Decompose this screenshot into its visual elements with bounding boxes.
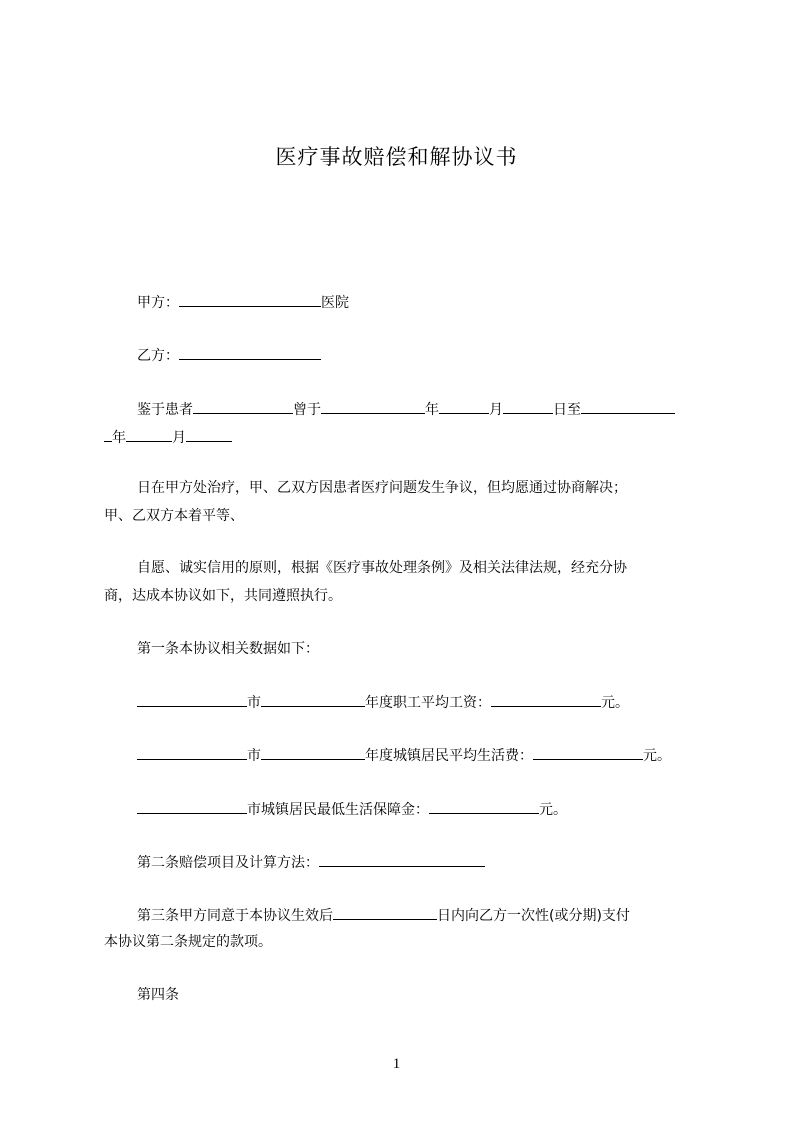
para3-line1: 自愿、诚实信用的原则，根据《医疗事故处理条例》及相关法律法规，经充分协 <box>137 560 627 576</box>
para1-line1 <box>137 399 675 419</box>
party-b-blank <box>179 345 321 360</box>
row-text: 年度职工平均工资： <box>365 695 491 711</box>
article2-label: 第二条赔偿项目及计算方法： <box>137 855 319 871</box>
para2-line1: 日在甲方处治疗，甲、乙双方因患者医疗问题发生争议，但均愿通过协商解决； <box>137 480 627 496</box>
end-month-blank <box>126 427 172 442</box>
article3-line2: 本协议第二条规定的款项。 <box>104 934 272 950</box>
party-a-label: 甲方： <box>137 295 179 311</box>
row-text: 市城镇居民最低生活保障金： <box>247 802 429 818</box>
article3-text: 第三条甲方同意于本协议生效后 <box>137 908 333 924</box>
article3-text: 日内向乙方一次性(或分期)支付 <box>437 908 630 924</box>
method-blank <box>319 852 485 867</box>
party-b-line <box>137 345 321 365</box>
year-blank-cont <box>104 427 112 442</box>
para1-text: 曾于 <box>293 402 321 418</box>
year-blank <box>261 692 365 707</box>
para1-text: 月 <box>172 430 186 446</box>
para1-text: 年 <box>112 430 126 446</box>
article1-row1 <box>137 692 629 712</box>
patient-name-blank <box>193 399 293 414</box>
document-title: 医疗事故赔偿和解协议书 <box>275 145 518 169</box>
year-blank <box>321 399 425 414</box>
article1-row2 <box>137 745 671 765</box>
article2-line <box>137 852 485 872</box>
row-text: 元。 <box>601 695 629 711</box>
city-blank <box>137 799 247 814</box>
para1-line2 <box>104 427 232 447</box>
day-blank <box>503 399 553 414</box>
article1-row3 <box>137 799 567 819</box>
amount-blank <box>491 692 601 707</box>
days-blank <box>333 905 437 920</box>
amount-blank <box>533 745 643 760</box>
page-number: 1 <box>392 1056 401 1072</box>
row-text: 元。 <box>539 802 567 818</box>
row-text: 年度城镇居民平均生活费： <box>365 748 533 764</box>
party-a-blank <box>179 292 321 307</box>
city-blank <box>137 692 247 707</box>
para1-text: 月 <box>489 402 503 418</box>
party-b-label: 乙方： <box>137 348 179 364</box>
para1-text: 年 <box>425 402 439 418</box>
article4-heading: 第四条 <box>137 987 179 1003</box>
end-year-blank <box>581 399 675 414</box>
para1-text: 鉴于患者 <box>137 402 193 418</box>
city-blank <box>137 745 247 760</box>
row-text: 市 <box>247 695 261 711</box>
month-blank <box>439 399 489 414</box>
row-text: 市 <box>247 748 261 764</box>
para2-line2: 甲、乙双方本着平等、 <box>104 508 244 524</box>
article3-line1 <box>137 905 630 925</box>
year-blank <box>261 745 365 760</box>
end-day-blank <box>186 427 232 442</box>
party-a-line <box>137 292 349 312</box>
para1-text: 日至 <box>553 402 581 418</box>
para3-line2: 商，达成本协议如下，共同遵照执行。 <box>104 588 342 604</box>
row-text: 元。 <box>643 748 671 764</box>
amount-blank <box>429 799 539 814</box>
article1-heading: 第一条本协议相关数据如下： <box>137 641 319 657</box>
party-a-suffix: 医院 <box>321 295 349 311</box>
